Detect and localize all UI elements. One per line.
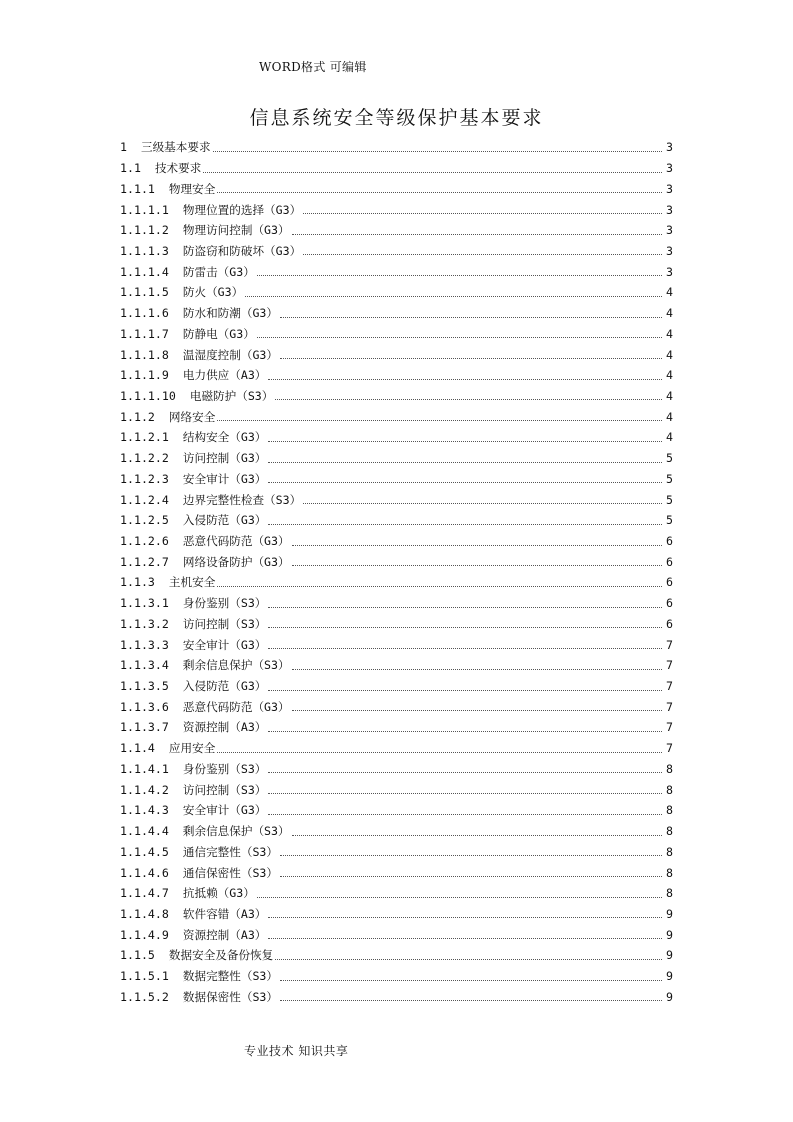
page-footer: 专业技术 知识共享: [244, 1044, 349, 1058]
toc-entry-page: 3: [666, 264, 673, 279]
toc-entry-title: 物理位置的选择（G3）: [182, 202, 302, 217]
toc-entry-title: 电力供应（A3）: [182, 368, 267, 383]
toc-entry[interactable]: [120, 406, 673, 427]
toc-entry[interactable]: [120, 386, 673, 407]
toc-entry-page: 7: [666, 637, 673, 652]
toc-entry-number: 1.1.3: [120, 575, 155, 590]
dot-leader: [292, 565, 662, 566]
toc-entry[interactable]: [120, 614, 673, 635]
dot-leader: [217, 192, 662, 193]
toc-entry-number: 1.1.5: [120, 948, 155, 963]
toc-entry[interactable]: [120, 199, 673, 220]
toc-entry-title: 安全审计（G3）: [182, 471, 267, 486]
toc-entry[interactable]: [120, 779, 673, 800]
toc-entry[interactable]: [120, 282, 673, 303]
toc-entry-page: 5: [666, 471, 673, 486]
toc-entry-page: 4: [666, 368, 673, 383]
dot-leader: [280, 358, 662, 359]
toc-entry-number: 1: [120, 140, 127, 155]
dot-leader: [268, 627, 662, 628]
toc-entry[interactable]: [120, 593, 673, 614]
toc-entry-number: 1.1.1.2: [120, 223, 169, 238]
dot-leader: [280, 317, 662, 318]
dot-leader: [292, 545, 662, 546]
toc-entry-page: 8: [666, 865, 673, 880]
toc-entry[interactable]: [120, 323, 673, 344]
toc-entry-title: 数据完整性（S3）: [182, 969, 278, 984]
dot-leader: [217, 420, 662, 421]
toc-entry-page: 6: [666, 596, 673, 611]
toc-entry-number: 1.1.3.6: [120, 699, 169, 714]
toc-entry-title: 温湿度控制（G3）: [182, 347, 278, 362]
toc-entry[interactable]: [120, 841, 673, 862]
toc-entry-title: 技术要求: [154, 161, 202, 176]
toc-entry-number: 1.1.2.1: [120, 430, 169, 445]
toc-entry[interactable]: [120, 655, 673, 676]
toc-entry-number: 1.1.4.3: [120, 803, 169, 818]
toc-entry-page: 4: [666, 409, 673, 424]
toc-entry-number: 1.1.4.5: [120, 844, 169, 859]
toc-entry-title: 剩余信息保护（S3）: [182, 658, 290, 673]
toc-entry[interactable]: [120, 572, 673, 593]
toc-entry-page: 4: [666, 388, 673, 403]
toc-entry-page: 7: [666, 720, 673, 735]
toc-entry[interactable]: [120, 261, 673, 282]
dot-leader: [292, 835, 662, 836]
toc-entry[interactable]: [120, 738, 673, 759]
toc-entry-number: 1.1.2.3: [120, 471, 169, 486]
toc-entry-page: 4: [666, 326, 673, 341]
dot-leader: [245, 296, 662, 297]
toc-entry[interactable]: [120, 862, 673, 883]
toc-entry[interactable]: [120, 137, 673, 158]
toc-entry-number: 1.1.4: [120, 741, 155, 756]
toc-entry-title: 资源控制（A3）: [182, 720, 267, 735]
toc-entry-number: 1.1.1: [120, 181, 155, 196]
toc-entry-page: 8: [666, 803, 673, 818]
toc-entry-title: 结构安全（G3）: [182, 430, 267, 445]
toc-entry[interactable]: [120, 365, 673, 386]
toc-entry-page: 8: [666, 824, 673, 839]
dot-leader: [268, 731, 662, 732]
toc-entry-number: 1.1.3.2: [120, 616, 169, 631]
toc-entry-page: 9: [666, 948, 673, 963]
dot-leader: [217, 586, 662, 587]
toc-entry-number: 1.1.1.7: [120, 326, 169, 341]
toc-entry-page: 5: [666, 513, 673, 528]
toc-entry-page: 3: [666, 243, 673, 258]
toc-entry-title: 网络设备防护（G3）: [182, 554, 290, 569]
toc-entry-number: 1.1.2.2: [120, 451, 169, 466]
toc-entry-title: 资源控制（A3）: [182, 927, 267, 942]
toc-entry-title: 身份鉴别（S3）: [182, 596, 267, 611]
toc-entry[interactable]: [120, 427, 673, 448]
toc-entry-page: 3: [666, 181, 673, 196]
toc-entry-title: 主机安全: [168, 575, 216, 590]
toc-entry-page: 6: [666, 554, 673, 569]
toc-entry-title: 通信完整性（S3）: [182, 844, 278, 859]
document-title: 信息系统安全等级保护基本要求: [249, 107, 544, 129]
toc-entry-title: 物理访问控制（G3）: [182, 223, 290, 238]
dot-leader: [268, 917, 662, 918]
toc-entry-page: 6: [666, 616, 673, 631]
toc-entry-number: 1.1.4.7: [120, 886, 169, 901]
toc-entry-page: 7: [666, 699, 673, 714]
toc-entry-number: 1.1.3.5: [120, 679, 169, 694]
toc-entry-page: 8: [666, 886, 673, 901]
toc-entry-page: 3: [666, 202, 673, 217]
toc-entry-title: 入侵防范（G3）: [182, 513, 267, 528]
toc-entry-number: 1.1.4.2: [120, 782, 169, 797]
toc-entry[interactable]: [120, 986, 673, 1007]
toc-entry[interactable]: [120, 883, 673, 904]
toc-entry-number: 1.1: [120, 161, 141, 176]
dot-leader: [280, 980, 662, 981]
dot-leader: [268, 772, 662, 773]
toc-entry-number: 1.1.3.3: [120, 637, 169, 652]
toc-entry-title: 访问控制（S3）: [182, 782, 267, 797]
toc-entry-title: 边界完整性检查（S3）: [182, 492, 302, 507]
toc-entry[interactable]: [120, 696, 673, 717]
toc-entry[interactable]: [120, 220, 673, 241]
dot-leader: [303, 213, 662, 214]
dot-leader: [303, 254, 662, 255]
toc-entry[interactable]: [120, 759, 673, 780]
toc-entry-title: 数据保密性（S3）: [182, 989, 278, 1004]
toc-entry-number: 1.1.1.8: [120, 347, 169, 362]
dot-leader: [268, 441, 662, 442]
dot-leader: [292, 669, 662, 670]
toc-entry-page: 4: [666, 430, 673, 445]
toc-entry-title: 安全审计（G3）: [182, 637, 267, 652]
dot-leader: [280, 1000, 662, 1001]
toc-entry-number: 1.1.4.4: [120, 824, 169, 839]
toc-entry-page: 3: [666, 223, 673, 238]
toc-entry[interactable]: [120, 241, 673, 262]
toc-entry[interactable]: [120, 178, 673, 199]
dot-leader: [268, 938, 662, 939]
toc-entry[interactable]: [120, 945, 673, 966]
toc-entry-title: 三级基本要求: [140, 140, 211, 155]
toc-entry[interactable]: [120, 676, 673, 697]
toc-entry-number: 1.1.2.5: [120, 513, 169, 528]
toc-entry[interactable]: [120, 904, 673, 925]
toc-entry[interactable]: [120, 924, 673, 945]
toc-entry-title: 物理安全: [168, 181, 216, 196]
dot-leader: [268, 524, 662, 525]
toc-entry[interactable]: [120, 531, 673, 552]
toc-entry-page: 7: [666, 741, 673, 756]
toc-entry-number: 1.1.1.10: [120, 388, 176, 403]
toc-entry-number: 1.1.2: [120, 409, 155, 424]
toc-entry-number: 1.1.1.3: [120, 243, 169, 258]
toc-entry[interactable]: [120, 469, 673, 490]
toc-entry-title: 防水和防潮（G3）: [182, 306, 278, 321]
toc-entry-title: 访问控制（S3）: [182, 616, 267, 631]
toc-entry-title: 访问控制（G3）: [182, 451, 267, 466]
toc-entry-page: 3: [666, 140, 673, 155]
table-of-contents: [120, 137, 673, 1007]
dot-leader: [303, 503, 662, 504]
dot-leader: [292, 710, 662, 711]
dot-leader: [203, 172, 662, 173]
dot-leader: [275, 959, 662, 960]
toc-entry-number: 1.1.1.9: [120, 368, 169, 383]
toc-entry-number: 1.1.3.7: [120, 720, 169, 735]
toc-entry-title: 防火（G3）: [182, 285, 244, 300]
toc-entry-page: 8: [666, 782, 673, 797]
toc-entry-page: 8: [666, 761, 673, 776]
toc-entry-title: 抗抵赖（G3）: [182, 886, 255, 901]
toc-entry-title: 电磁防护（S3）: [189, 388, 274, 403]
toc-entry[interactable]: [120, 551, 673, 572]
toc-entry-page: 4: [666, 306, 673, 321]
toc-entry[interactable]: [120, 158, 673, 179]
toc-entry-number: 1.1.2.4: [120, 492, 169, 507]
toc-entry-title: 身份鉴别（S3）: [182, 761, 267, 776]
toc-entry-title: 剩余信息保护（S3）: [182, 824, 290, 839]
toc-entry-title: 恶意代码防范（G3）: [182, 699, 290, 714]
toc-entry-number: 1.1.1.4: [120, 264, 169, 279]
toc-entry-number: 1.1.5.1: [120, 969, 169, 984]
dot-leader: [257, 897, 662, 898]
toc-entry-number: 1.1.2.7: [120, 554, 169, 569]
dot-leader: [280, 855, 662, 856]
dot-leader: [268, 814, 662, 815]
dot-leader: [268, 379, 662, 380]
toc-entry-title: 数据安全及备份恢复: [168, 948, 274, 963]
toc-entry-page: 9: [666, 969, 673, 984]
toc-entry-page: 4: [666, 285, 673, 300]
dot-leader: [275, 399, 662, 400]
toc-entry-page: 9: [666, 906, 673, 921]
toc-entry[interactable]: [120, 448, 673, 469]
dot-leader: [280, 876, 662, 877]
page-header: WORD格式 可编辑: [259, 60, 367, 74]
toc-entry-page: 9: [666, 989, 673, 1004]
toc-entry-title: 网络安全: [168, 409, 216, 424]
toc-entry[interactable]: [120, 634, 673, 655]
toc-entry-number: 1.1.4.9: [120, 927, 169, 942]
toc-entry-page: 7: [666, 679, 673, 694]
toc-entry[interactable]: [120, 303, 673, 324]
toc-entry-page: 5: [666, 492, 673, 507]
dot-leader: [268, 648, 662, 649]
dot-leader: [213, 151, 662, 152]
toc-entry[interactable]: [120, 821, 673, 842]
toc-entry-number: 1.1.4.6: [120, 865, 169, 880]
toc-entry-number: 1.1.1.5: [120, 285, 169, 300]
toc-entry-page: 6: [666, 575, 673, 590]
dot-leader: [292, 234, 662, 235]
toc-entry-page: 3: [666, 161, 673, 176]
toc-entry-number: 1.1.3.1: [120, 596, 169, 611]
toc-entry-page: 8: [666, 844, 673, 859]
toc-entry[interactable]: [120, 717, 673, 738]
toc-entry-number: 1.1.4.1: [120, 761, 169, 776]
toc-entry-title: 恶意代码防范（G3）: [182, 534, 290, 549]
dot-leader: [268, 793, 662, 794]
toc-entry-number: 1.1.1.1: [120, 202, 169, 217]
toc-entry[interactable]: [120, 966, 673, 987]
toc-entry[interactable]: [120, 489, 673, 510]
toc-entry-title: 应用安全: [168, 741, 216, 756]
toc-entry-page: 6: [666, 534, 673, 549]
toc-entry-number: 1.1.4.8: [120, 906, 169, 921]
toc-entry-title: 入侵防范（G3）: [182, 679, 267, 694]
toc-entry-number: 1.1.3.4: [120, 658, 169, 673]
toc-entry-number: 1.1.1.6: [120, 306, 169, 321]
toc-entry-page: 9: [666, 927, 673, 942]
toc-entry[interactable]: [120, 800, 673, 821]
toc-entry-title: 软件容错（A3）: [182, 906, 267, 921]
toc-entry-number: 1.1.2.6: [120, 534, 169, 549]
dot-leader: [257, 337, 662, 338]
dot-leader: [217, 752, 662, 753]
toc-entry-title: 防静电（G3）: [182, 326, 255, 341]
toc-entry-number: 1.1.5.2: [120, 989, 169, 1004]
toc-entry-title: 防雷击（G3）: [182, 264, 255, 279]
toc-entry-page: 7: [666, 658, 673, 673]
dot-leader: [257, 275, 662, 276]
toc-entry[interactable]: [120, 510, 673, 531]
toc-entry-title: 防盗窃和防破坏（G3）: [182, 243, 302, 258]
toc-entry-page: 4: [666, 347, 673, 362]
toc-entry-title: 安全审计（G3）: [182, 803, 267, 818]
toc-entry[interactable]: [120, 344, 673, 365]
toc-entry-title: 通信保密性（S3）: [182, 865, 278, 880]
dot-leader: [268, 462, 662, 463]
dot-leader: [268, 690, 662, 691]
toc-entry-page: 5: [666, 451, 673, 466]
dot-leader: [268, 607, 662, 608]
dot-leader: [268, 482, 662, 483]
